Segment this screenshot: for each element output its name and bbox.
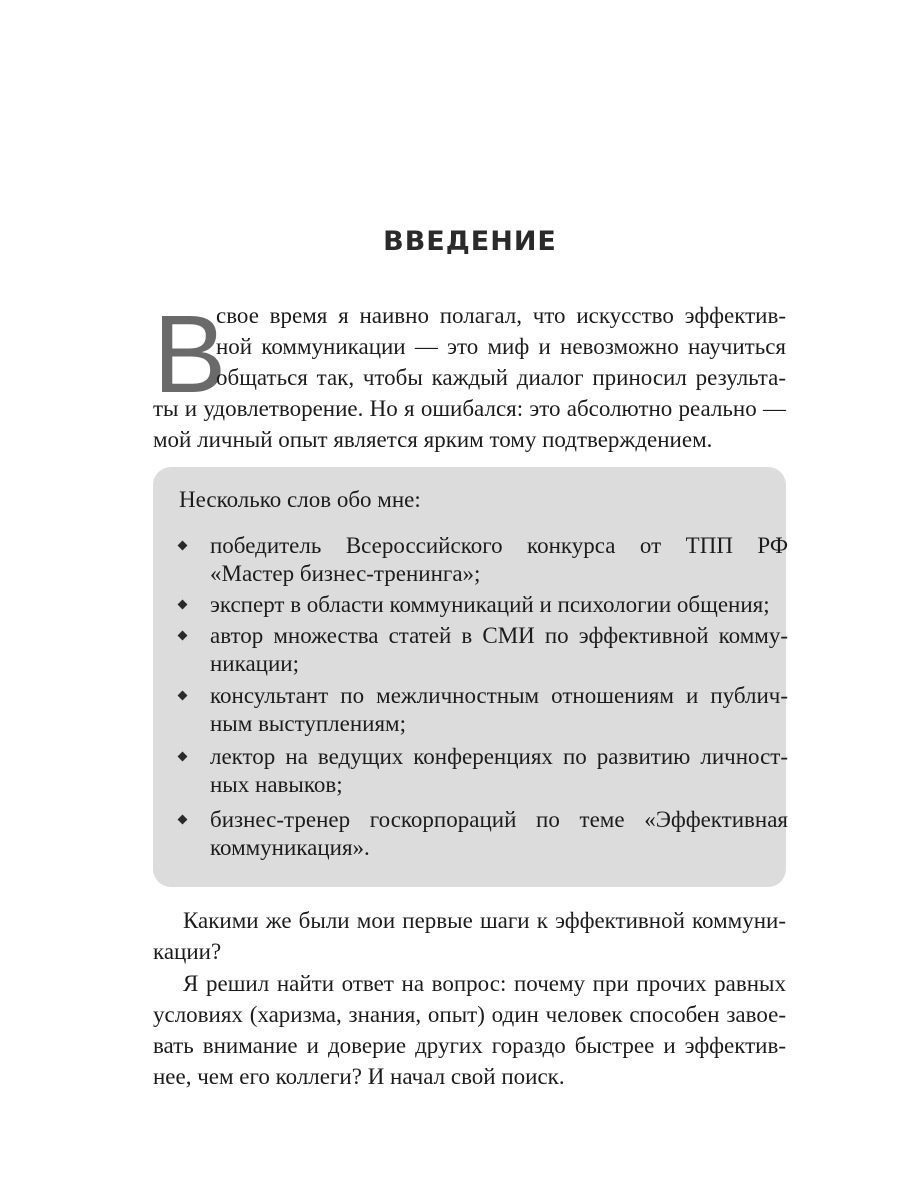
intro-line: ной коммуникации — это миф и невозможно научиться	[216, 334, 786, 359]
intro-line: ты и удовлетворение. Но я ошибался: это абсолютно реально —	[153, 396, 786, 421]
closing-line: Я решил найти ответ на вопрос: почему при прочих равных	[183, 971, 786, 996]
about-author-box	[153, 467, 786, 887]
about-item-line: победитель Всероссийского конкурса от ТПП РФ	[210, 533, 788, 558]
about-item-line: лектор на ведущих конференциях по развитию личност-	[210, 744, 788, 769]
diamond-bullet-icon	[178, 691, 188, 701]
closing-line: Какими же были мои первые шаги к эффективной коммуни-	[183, 908, 786, 933]
about-item-line: консультант по межличностным отношениям и публич-	[210, 683, 788, 708]
drop-cap: В	[153, 293, 227, 416]
closing-line: вать внимание и доверие других гораздо быстрее и эффектив-	[153, 1033, 786, 1058]
diamond-bullet-icon	[178, 631, 188, 641]
about-item-line: бизнес-тренер госкорпораций по теме «Эффективная	[210, 807, 788, 832]
about-item-line: ным выступлениям;	[210, 711, 406, 736]
about-item-line: никации;	[210, 651, 299, 676]
chapter-title: ВВЕДЕНИЕ	[383, 226, 557, 257]
about-heading: Несколько слов обо мне:	[179, 487, 421, 512]
about-item-line: эксперт в области коммуникаций и психологии общения;	[210, 592, 770, 617]
intro-line: свое время я наивно полагал, что искусство эффектив-	[216, 303, 786, 328]
diamond-bullet-icon	[178, 541, 188, 551]
diamond-bullet-icon	[178, 752, 188, 762]
closing-line: условиях (харизма, знания, опыт) один человек способен завое-	[153, 1002, 786, 1027]
intro-line: общаться так, чтобы каждый диалог приносил результа-	[216, 365, 786, 390]
diamond-bullet-icon	[178, 600, 188, 610]
closing-line: нее, чем его коллеги? И начал свой поиск.	[153, 1064, 565, 1089]
about-item-line: автор множества статей в СМИ по эффективной комму-	[210, 623, 788, 648]
diamond-bullet-icon	[178, 815, 188, 825]
closing-line: кации?	[153, 939, 222, 964]
about-item-line: «Мастер бизнес-тренинга»;	[210, 561, 481, 586]
about-item-line: ных навыков;	[210, 772, 343, 797]
about-item-line: коммуникация».	[210, 835, 370, 860]
intro-line: мой личный опыт является ярким тому подтверждением.	[153, 427, 713, 452]
